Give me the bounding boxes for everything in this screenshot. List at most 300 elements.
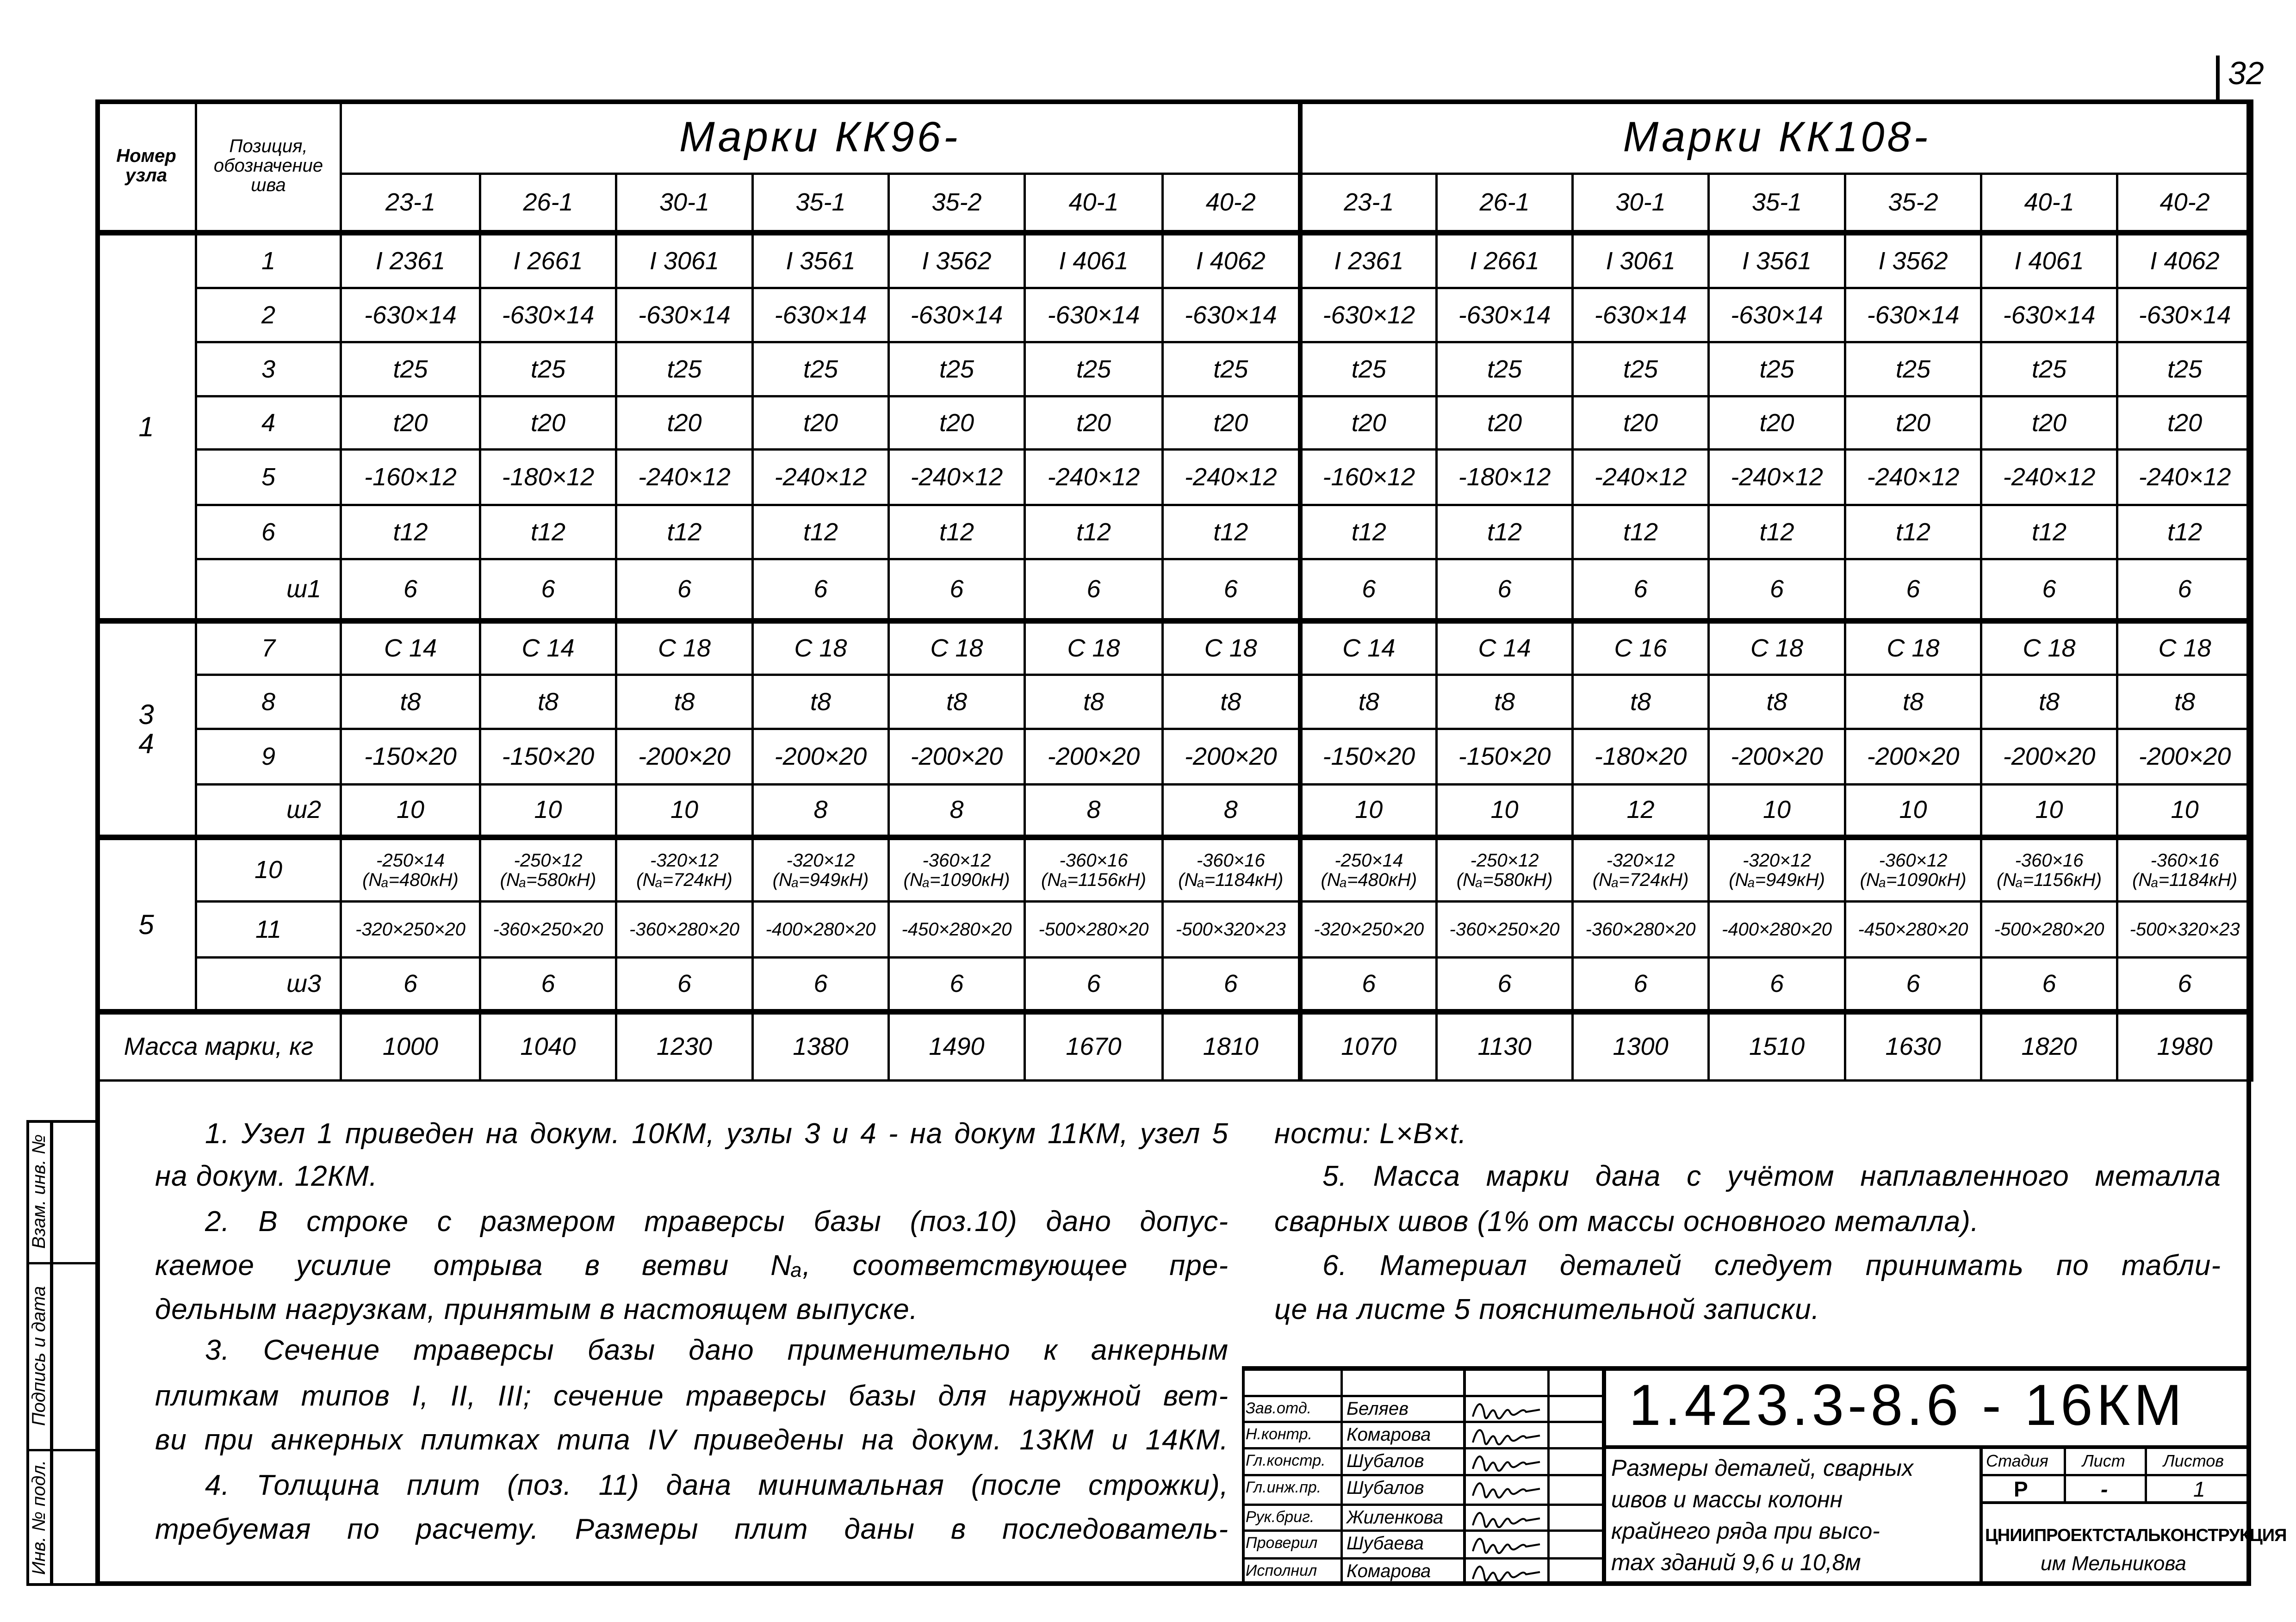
cell-kk96: -200×20 [616, 729, 753, 785]
cell-kk108: -500×320×23 [2117, 902, 2253, 958]
cell-kk96: t20 [616, 396, 753, 450]
cell-kk108: t12 [1709, 505, 1845, 559]
note-line: 3. Сечение траверсы базы дано применительно к анкерным [205, 1334, 1229, 1366]
cell-kk96: I 3562 [889, 233, 1025, 288]
cell-kk108: 12 [1573, 785, 1709, 837]
cell-kk108: t12 [1437, 505, 1573, 559]
table-row [97, 785, 2253, 837]
table-row [97, 902, 2253, 958]
header-position: Позиция, обозначение шва [196, 101, 341, 233]
cell-kk96: C 18 [616, 621, 753, 675]
cell-kk96: 6 [889, 559, 1025, 621]
cell-kk108: t25 [2117, 342, 2253, 396]
table-row [97, 505, 2253, 559]
position-label: 10 [196, 837, 341, 902]
cell-kk108: 6 [1300, 559, 1437, 621]
cell-kk108: t20 [1845, 396, 1981, 450]
title-block-divider [1980, 1501, 2251, 1504]
cell-kk96: t25 [889, 342, 1025, 396]
table-row [97, 621, 2253, 675]
cell-kk108: C 18 [1845, 621, 1981, 675]
cell-kk108: t20 [1573, 396, 1709, 450]
cell-kk108: -400×280×20 [1709, 902, 1845, 958]
cell-kk96: 6 [889, 958, 1025, 1012]
cell-kk96: 6 [616, 559, 753, 621]
cell-kk96: -630×14 [889, 288, 1025, 342]
cell-kk108: 6 [1300, 958, 1437, 1012]
cell-kk96: -500×280×20 [1025, 902, 1163, 958]
cell-kk108: 10 [2117, 785, 2253, 837]
cell-kk96: -250×14 (Nₐ=480кН) [341, 837, 480, 902]
cell-kk108: t25 [1709, 342, 1845, 396]
sheet-value: - [2101, 1477, 2108, 1501]
header-mark-kk96-40-1: 40-1 [1025, 174, 1163, 233]
cell-kk108: -320×12 (Nₐ=949кН) [1709, 837, 1845, 902]
cell-kk108: t12 [2117, 505, 2253, 559]
description-line: Размеры деталей, сварных [1611, 1455, 1914, 1481]
cell-kk96: t8 [480, 675, 616, 729]
cell-kk108: -630×12 [1300, 288, 1437, 342]
cell-kk108: -360×16 (Nₐ=1156кН) [1981, 837, 2117, 902]
side-stamp-inv-orig: Инв. № подл. [29, 1460, 49, 1575]
cell-kk96: -250×12 (Nₐ=580кН) [480, 837, 616, 902]
cell-kk96: I 3561 [753, 233, 889, 288]
cell-kk108: 10 [1709, 785, 1845, 837]
table-row [97, 675, 2253, 729]
note-line: на докум. 12КМ. [155, 1160, 378, 1192]
header-mark-kk108-35-2: 35-2 [1845, 174, 1981, 233]
cell-kk108: -450×280×20 [1845, 902, 1981, 958]
cell-kk96: 6 [341, 958, 480, 1012]
cell-kk108: C 18 [1709, 621, 1845, 675]
cell-kk108: -200×20 [1709, 729, 1845, 785]
header-mark-kk96-35-1: 35-1 [753, 174, 889, 233]
header-mark-kk96-40-2: 40-2 [1163, 174, 1300, 233]
table-row [97, 342, 2253, 396]
cell-kk96: 6 [753, 958, 889, 1012]
header-mark-kk96-23-1: 23-1 [341, 174, 480, 233]
cell-kk108: -630×14 [1709, 288, 1845, 342]
staff-role: Исполнил [1246, 1562, 1317, 1579]
cell-kk96: t12 [1025, 505, 1163, 559]
cell-kk108: C 18 [1981, 621, 2117, 675]
header-mark-kk108-40-1: 40-1 [1981, 174, 2117, 233]
cell-kk96: t25 [341, 342, 480, 396]
title-block-divider [1602, 1368, 1606, 1586]
cell-kk96: -240×12 [889, 450, 1025, 505]
cell-kk96: -360×16 (Nₐ=1184кН) [1163, 837, 1300, 902]
mass-kk96: 1670 [1025, 1012, 1163, 1081]
cell-kk108: t12 [1981, 505, 2117, 559]
cell-kk96: I 4062 [1163, 233, 1300, 288]
cell-kk96: -360×250×20 [480, 902, 616, 958]
position-label: ш2 [196, 785, 341, 837]
cell-kk108: C 14 [1300, 621, 1437, 675]
staff-name: Беляев [1347, 1399, 1409, 1419]
cell-kk96: -630×14 [753, 288, 889, 342]
page-number: 32 [2228, 55, 2264, 91]
cell-kk108: -250×12 (Nₐ=580кН) [1437, 837, 1573, 902]
cell-kk108: -500×280×20 [1981, 902, 2117, 958]
header-mark-kk108-30-1: 30-1 [1573, 174, 1709, 233]
cell-kk96: t8 [1025, 675, 1163, 729]
cell-kk108: t8 [1573, 675, 1709, 729]
sheets-label: Листов [2163, 1451, 2224, 1470]
cell-kk108: t8 [1437, 675, 1573, 729]
cell-kk96: t25 [1025, 342, 1163, 396]
mass-row [97, 1012, 2253, 1081]
table-row [97, 450, 2253, 505]
signature [1471, 1424, 1545, 1447]
cell-kk108: 6 [1845, 559, 1981, 621]
details-table [95, 99, 2253, 1082]
cell-kk96: t12 [1163, 505, 1300, 559]
note-line: 4. Толщина плит (поз. 11) дана минимальная (после строжки), [205, 1469, 1229, 1501]
cell-kk108: -360×280×20 [1573, 902, 1709, 958]
note-line: требуемая по расчету. Размеры плит даны в последователь- [155, 1513, 1229, 1545]
cell-kk108: 10 [1981, 785, 2117, 837]
note-line: 6. Материал деталей следует принимать по табли- [1322, 1250, 2221, 1282]
cell-kk108: 6 [2117, 958, 2253, 1012]
cell-kk108: t20 [1437, 396, 1573, 450]
cell-kk96: I 3061 [616, 233, 753, 288]
cell-kk108: 6 [2117, 559, 2253, 621]
cell-kk96: 10 [616, 785, 753, 837]
header-mark-kk108-35-1: 35-1 [1709, 174, 1845, 233]
title-block-divider [1980, 1474, 2251, 1476]
cell-kk108: -240×12 [2117, 450, 2253, 505]
position-label: 5 [196, 450, 341, 505]
staff-role: Рук.бриг. [1246, 1508, 1315, 1526]
cell-kk96: -360×12 (Nₐ=1090кН) [889, 837, 1025, 902]
header-mark-kk96-35-2: 35-2 [889, 174, 1025, 233]
cell-kk96: t8 [341, 675, 480, 729]
cell-kk96: 8 [1025, 785, 1163, 837]
cell-kk108: 6 [1845, 958, 1981, 1012]
cell-kk96: -630×14 [341, 288, 480, 342]
cell-kk96: -320×12 (Nₐ=949кН) [753, 837, 889, 902]
cell-kk96: I 2661 [480, 233, 616, 288]
cell-kk108: C 14 [1437, 621, 1573, 675]
cell-kk108: -240×12 [1981, 450, 2117, 505]
description-line: швов и массы колонн [1611, 1486, 1843, 1512]
cell-kk108: -240×12 [1573, 450, 1709, 505]
sheet-label: Лист [2082, 1451, 2125, 1470]
cell-kk96: I 4061 [1025, 233, 1163, 288]
mass-kk96: 1230 [616, 1012, 753, 1081]
header-mark-kk108-23-1: 23-1 [1300, 174, 1437, 233]
stage-value: Р [2014, 1477, 2028, 1501]
mass-kk108: 1070 [1300, 1012, 1437, 1081]
position-label: 7 [196, 621, 341, 675]
cell-kk108: 10 [1437, 785, 1573, 837]
note-line: 1. Узел 1 приведен на докум. 10КМ, узлы 3 и 4 - на докум 11КМ, узел 5 [205, 1118, 1229, 1150]
cell-kk108: -240×12 [1709, 450, 1845, 505]
cell-kk96: 8 [753, 785, 889, 837]
header-mark-kk108-40-2: 40-2 [2117, 174, 2253, 233]
mass-kk96: 1490 [889, 1012, 1025, 1081]
staff-name: Шубалов [1347, 1478, 1424, 1498]
mass-kk108: 1820 [1981, 1012, 2117, 1081]
cell-kk96: 10 [341, 785, 480, 837]
cell-kk108: t8 [1709, 675, 1845, 729]
cell-kk108: t8 [1845, 675, 1981, 729]
node-number: 5 [97, 837, 196, 1012]
cell-kk108: I 4061 [1981, 233, 2117, 288]
cell-kk96: 6 [1025, 559, 1163, 621]
position-label: 2 [196, 288, 341, 342]
cell-kk96: 6 [1163, 958, 1300, 1012]
cell-kk108: I 2361 [1300, 233, 1437, 288]
cell-kk96: 8 [889, 785, 1025, 837]
mass-kk108: 1510 [1709, 1012, 1845, 1081]
cell-kk108: t20 [1981, 396, 2117, 450]
cell-kk108: C 18 [2117, 621, 2253, 675]
note-line: сварных швов (1% от массы основного металла). [1274, 1206, 1980, 1238]
cell-kk108: C 16 [1573, 621, 1709, 675]
title-block-divider [1463, 1368, 1466, 1586]
cell-kk108: t8 [1300, 675, 1437, 729]
cell-kk96: C 18 [1163, 621, 1300, 675]
note-line: дельным нагрузкам, принятым в настоящем выпуске. [155, 1294, 918, 1325]
cell-kk108: 6 [1437, 958, 1573, 1012]
cell-kk108: 6 [1981, 559, 2117, 621]
cell-kk108: -150×20 [1300, 729, 1437, 785]
header-group-kk108: Марки КК108- [1300, 101, 2253, 174]
cell-kk96: -240×12 [616, 450, 753, 505]
cell-kk108: t8 [2117, 675, 2253, 729]
cell-kk96: C 18 [889, 621, 1025, 675]
cell-kk108: t8 [1981, 675, 2117, 729]
mass-kk108: 1130 [1437, 1012, 1573, 1081]
mass-kk108: 1300 [1573, 1012, 1709, 1081]
cell-kk108: -200×20 [1845, 729, 1981, 785]
cell-kk108: t25 [1437, 342, 1573, 396]
signature [1471, 1477, 1545, 1500]
cell-kk96: 6 [616, 958, 753, 1012]
cell-kk96: 6 [753, 559, 889, 621]
cell-kk108: -160×12 [1300, 450, 1437, 505]
table-row [97, 958, 2253, 1012]
title-block-divider [1340, 1368, 1343, 1586]
cell-kk96: -200×20 [1163, 729, 1300, 785]
note-line: каемое усилие отрыва в ветви Nₐ, соответствующее пре- [155, 1250, 1229, 1282]
position-label: 9 [196, 729, 341, 785]
cell-kk108: -320×250×20 [1300, 902, 1437, 958]
note-line: ности: L×B×t. [1274, 1118, 1467, 1150]
cell-kk96: 6 [341, 559, 480, 621]
cell-kk96: 6 [1025, 958, 1163, 1012]
cell-kk96: t20 [480, 396, 616, 450]
staff-role: Проверил [1246, 1534, 1318, 1552]
cell-kk108: 6 [1437, 559, 1573, 621]
cell-kk96: -200×20 [889, 729, 1025, 785]
cell-kk108: I 2661 [1437, 233, 1573, 288]
cell-kk96: -150×20 [341, 729, 480, 785]
staff-role: Гл.констр. [1246, 1452, 1326, 1469]
cell-kk108: 10 [1300, 785, 1437, 837]
cell-kk108: I 4062 [2117, 233, 2253, 288]
cell-kk96: C 14 [341, 621, 480, 675]
cell-kk96: -450×280×20 [889, 902, 1025, 958]
cell-kk96: -200×20 [753, 729, 889, 785]
stage-label: Стадия [1986, 1451, 2048, 1470]
cell-kk96: t12 [889, 505, 1025, 559]
cell-kk96: t12 [480, 505, 616, 559]
cell-kk96: -360×16 (Nₐ=1156кН) [1025, 837, 1163, 902]
cell-kk96: 10 [480, 785, 616, 837]
header-mark-kk96-30-1: 30-1 [616, 174, 753, 233]
table-row [97, 837, 2253, 902]
position-label: 6 [196, 505, 341, 559]
cell-kk96: t20 [341, 396, 480, 450]
signature [1471, 1507, 1545, 1530]
cell-kk96: -240×12 [1025, 450, 1163, 505]
cell-kk96: t12 [616, 505, 753, 559]
table-row [97, 729, 2253, 785]
cell-kk108: -360×250×20 [1437, 902, 1573, 958]
cell-kk108: 6 [1709, 958, 1845, 1012]
cell-kk108: I 3562 [1845, 233, 1981, 288]
node-number: 3 4 [97, 621, 196, 837]
cell-kk96: t8 [889, 675, 1025, 729]
cell-kk96: -160×12 [341, 450, 480, 505]
cell-kk108: -150×20 [1437, 729, 1573, 785]
signature [1471, 1560, 1545, 1584]
mass-kk108: 1980 [2117, 1012, 2253, 1081]
cell-kk96: t25 [480, 342, 616, 396]
cell-kk108: t20 [2117, 396, 2253, 450]
cell-kk96: t12 [341, 505, 480, 559]
cell-kk96: -630×14 [480, 288, 616, 342]
cell-kk96: -400×280×20 [753, 902, 889, 958]
staff-role: Н.контр. [1246, 1425, 1312, 1443]
cell-kk108: 6 [1709, 559, 1845, 621]
cell-kk108: 6 [1573, 958, 1709, 1012]
cell-kk96: -240×12 [753, 450, 889, 505]
header-node: Номер узла [97, 101, 196, 233]
title-block-divider [1980, 1447, 1983, 1586]
note-line: це на листе 5 пояснительной записки. [1274, 1294, 1820, 1325]
side-stamp-replace-inv: Взам. инв. № [29, 1134, 49, 1249]
position-label: 4 [196, 396, 341, 450]
document-code: 1.423.3-8.6 - 16КМ [1629, 1373, 2186, 1437]
cell-kk108: 10 [1845, 785, 1981, 837]
cell-kk108: -630×14 [1573, 288, 1709, 342]
cell-kk108: t25 [1300, 342, 1437, 396]
page-number-box [2216, 56, 2220, 99]
note-line: 2. В строке с размером траверсы базы (поз.10) дано допус- [205, 1206, 1229, 1238]
cell-kk108: t12 [1845, 505, 1981, 559]
cell-kk96: -500×320×23 [1163, 902, 1300, 958]
staff-name: Шубалов [1347, 1451, 1424, 1471]
table-row [97, 396, 2253, 450]
cell-kk96: -200×20 [1025, 729, 1163, 785]
cell-kk96: 6 [480, 958, 616, 1012]
position-label: 1 [196, 233, 341, 288]
cell-kk96: t8 [753, 675, 889, 729]
cell-kk108: I 3561 [1709, 233, 1845, 288]
cell-kk96: -240×12 [1163, 450, 1300, 505]
cell-kk96: t8 [616, 675, 753, 729]
note-line: ви при анкерных плитках типа IV приведены на докум. 13КМ и 14КМ. [155, 1424, 1229, 1456]
cell-kk108: -200×20 [1981, 729, 2117, 785]
cell-kk96: t12 [753, 505, 889, 559]
note-line: плиткам типов I, II, III; сечение траверсы базы для наружной вет- [155, 1380, 1229, 1412]
staff-name: Комарова [1347, 1561, 1431, 1581]
cell-kk108: -240×12 [1845, 450, 1981, 505]
mass-kk96: 1000 [341, 1012, 480, 1081]
cell-kk108: 6 [1573, 559, 1709, 621]
staff-name: Комарова [1347, 1424, 1431, 1445]
cell-kk108: 6 [1981, 958, 2117, 1012]
cell-kk96: I 2361 [341, 233, 480, 288]
cell-kk96: t20 [1163, 396, 1300, 450]
cell-kk96: t25 [616, 342, 753, 396]
cell-kk108: -630×14 [1845, 288, 1981, 342]
position-label: 11 [196, 902, 341, 958]
mass-kk96: 1040 [480, 1012, 616, 1081]
signature [1471, 1398, 1545, 1421]
description-line: тах зданий 9,6 и 10,8м [1611, 1549, 1861, 1575]
cell-kk96: t25 [753, 342, 889, 396]
cell-kk108: I 3061 [1573, 233, 1709, 288]
position-label: ш3 [196, 958, 341, 1012]
cell-kk108: -180×12 [1437, 450, 1573, 505]
cell-kk96: 8 [1163, 785, 1300, 837]
title-block-divider [1547, 1368, 1550, 1586]
cell-kk108: -180×20 [1573, 729, 1709, 785]
cell-kk108: -250×14 (Nₐ=480кН) [1300, 837, 1437, 902]
cell-kk108: t20 [1709, 396, 1845, 450]
cell-kk96: t8 [1163, 675, 1300, 729]
cell-kk96: -150×20 [480, 729, 616, 785]
cell-kk108: t25 [1845, 342, 1981, 396]
cell-kk96: t20 [889, 396, 1025, 450]
staff-name: Жиленкова [1347, 1507, 1444, 1528]
node-number: 1 [97, 233, 196, 621]
mass-kk96: 1810 [1163, 1012, 1300, 1081]
cell-kk96: -180×12 [480, 450, 616, 505]
position-label: ш1 [196, 559, 341, 621]
cell-kk96: -320×250×20 [341, 902, 480, 958]
mass-kk108: 1630 [1845, 1012, 1981, 1081]
description-line: крайнего ряда при высо- [1611, 1518, 1880, 1544]
sheets-value: 1 [2193, 1477, 2205, 1501]
cell-kk96: t25 [1163, 342, 1300, 396]
position-label: 8 [196, 675, 341, 729]
table-row [97, 288, 2253, 342]
cell-kk108: t25 [1981, 342, 2117, 396]
cell-kk96: -630×14 [1163, 288, 1300, 342]
header-group-kk96: Марки КК96- [341, 101, 1300, 174]
cell-kk108: -320×12 (Nₐ=724кН) [1573, 837, 1709, 902]
cell-kk108: t20 [1300, 396, 1437, 450]
signature [1471, 1533, 1545, 1556]
cell-kk108: t12 [1573, 505, 1709, 559]
note-line: 5. Масса марки дана с учётом наплавленного металла [1322, 1160, 2221, 1192]
cell-kk96: C 14 [480, 621, 616, 675]
table-row [97, 233, 2253, 288]
title-block-divider [1604, 1445, 2251, 1449]
cell-kk96: -320×12 (Nₐ=724кН) [616, 837, 753, 902]
signature [1471, 1450, 1545, 1473]
staff-name: Шубаева [1347, 1533, 1424, 1554]
cell-kk96: -630×14 [616, 288, 753, 342]
header-mark-kk108-26-1: 26-1 [1437, 174, 1573, 233]
cell-kk96: C 18 [1025, 621, 1163, 675]
cell-kk96: -630×14 [1025, 288, 1163, 342]
